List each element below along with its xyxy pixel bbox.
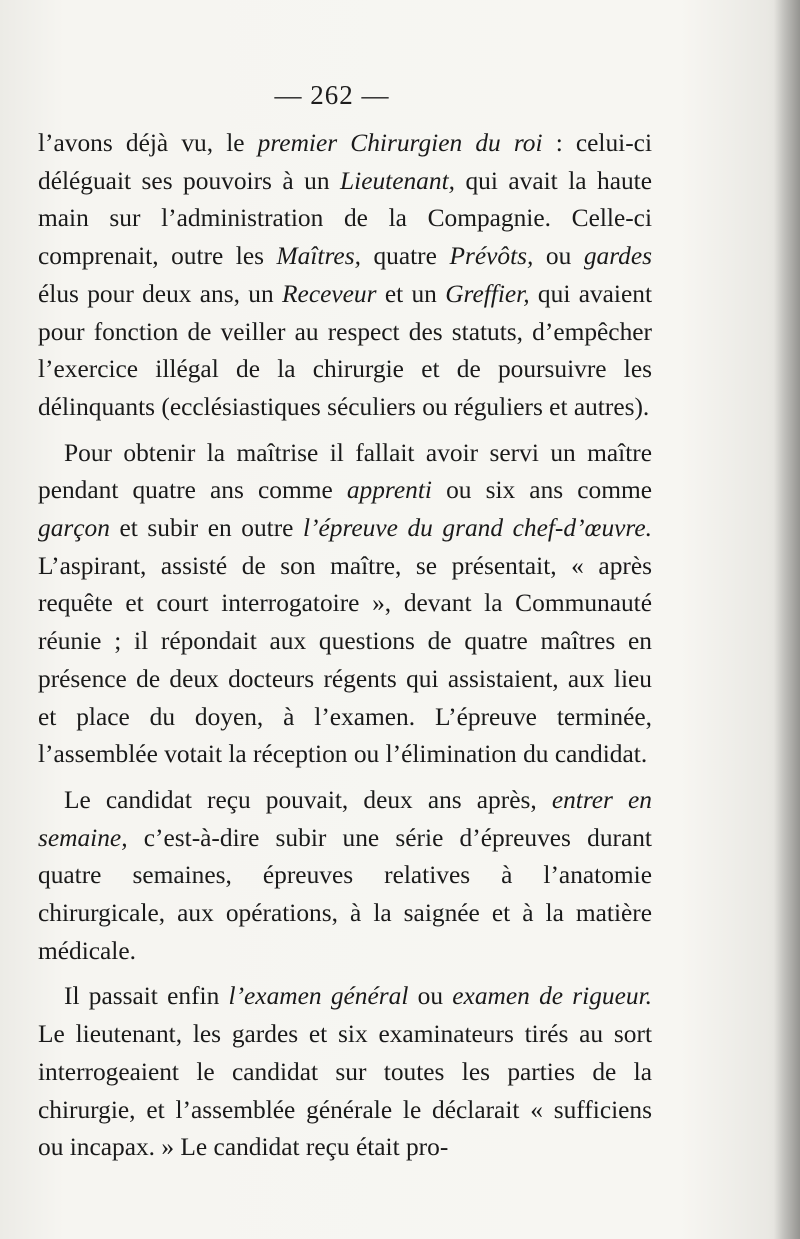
text-run: : celui-ci déléguait ses pouvoirs à un — [38, 129, 653, 195]
body-text — [38, 125, 652, 1167]
paragraph — [38, 978, 652, 1167]
text-run: ou six ans comme — [431, 476, 652, 505]
text-run: L’aspirant, assisté de son maître, se présentait, « après requête et court interrogatoire », devant la Communauté réunie ; il répondait aux questions de quatre maîtres en présence de deux docteurs régents qui assistaient, aux lieu et place du doyen, à l’examen. L’épreuve terminée, l’assemblée votait la réception ou l’élimination du candidat. — [38, 551, 652, 769]
text-run: et un — [376, 279, 446, 308]
text-run: ou — [533, 242, 584, 271]
italic-text: Receveur — [282, 279, 377, 308]
text-run: Pour obtenir la maîtrise il fallait avoir servi un maître pendant quatre ans comme — [38, 438, 652, 505]
italic-text: entrer en semaine, — [38, 785, 652, 852]
italic-text: l’épreuve du grand chef-d’œuvre. — [302, 514, 652, 543]
text-run: Il passait enfin — [64, 982, 229, 1011]
italic-text: Greffier, — [445, 279, 530, 308]
text-run: quatre — [360, 242, 450, 271]
text-run: qui avaient pour fonction de veiller au respect des statuts, d’empêcher l’exercice illégal de la chirurgie et de poursuivre les délinquants (ecclésiastiques séculiers ou réguliers et autres). — [38, 279, 653, 421]
paragraph — [38, 435, 652, 774]
text-run: Le candidat reçu pouvait, deux ans après, — [64, 785, 552, 814]
italic-text: Prévôts, — [449, 242, 534, 271]
page-gutter-shadow — [774, 0, 800, 1239]
page-number: — 262 — — [274, 80, 390, 110]
italic-text: premier Chirurgien du roi — [257, 129, 543, 157]
text-run: c’est-à-dire subir une série d’épreuves durant quatre semaines, épreuves relatives à l’anatomie chirurgicale, aux opérations, à la saignée et à la matière médicale. — [38, 823, 652, 965]
paragraph — [38, 125, 652, 427]
italic-text: Maîtres, — [276, 242, 361, 271]
italic-text: examen de rigueur. — [452, 982, 652, 1011]
paragraph — [38, 782, 652, 971]
italic-text: garçon — [38, 514, 110, 543]
text-run: qui avait la haute main sur l’administration de la Compagnie. Celle-ci comprenait, outre les — [38, 166, 652, 271]
text-run: l’avons déjà vu, le — [38, 129, 258, 157]
italic-text: apprenti — [346, 476, 432, 505]
italic-text: Lieutenant, — [340, 166, 455, 195]
text-run: Le lieutenant, les gardes et six examinateurs tirés au sort interrogeaient le candidat sur toutes les parties de la chirurgie, et l’assemblée générale le déclarait « sufficiens ou incapax. » Le candidat reçu était pro- — [38, 1020, 652, 1162]
text-run: élus pour deux ans, un — [38, 279, 283, 308]
text-run: et subir en outre — [109, 514, 303, 543]
italic-text: gardes — [583, 242, 652, 271]
text-run: ou — [408, 982, 453, 1011]
italic-text: l’examen général — [228, 982, 409, 1011]
